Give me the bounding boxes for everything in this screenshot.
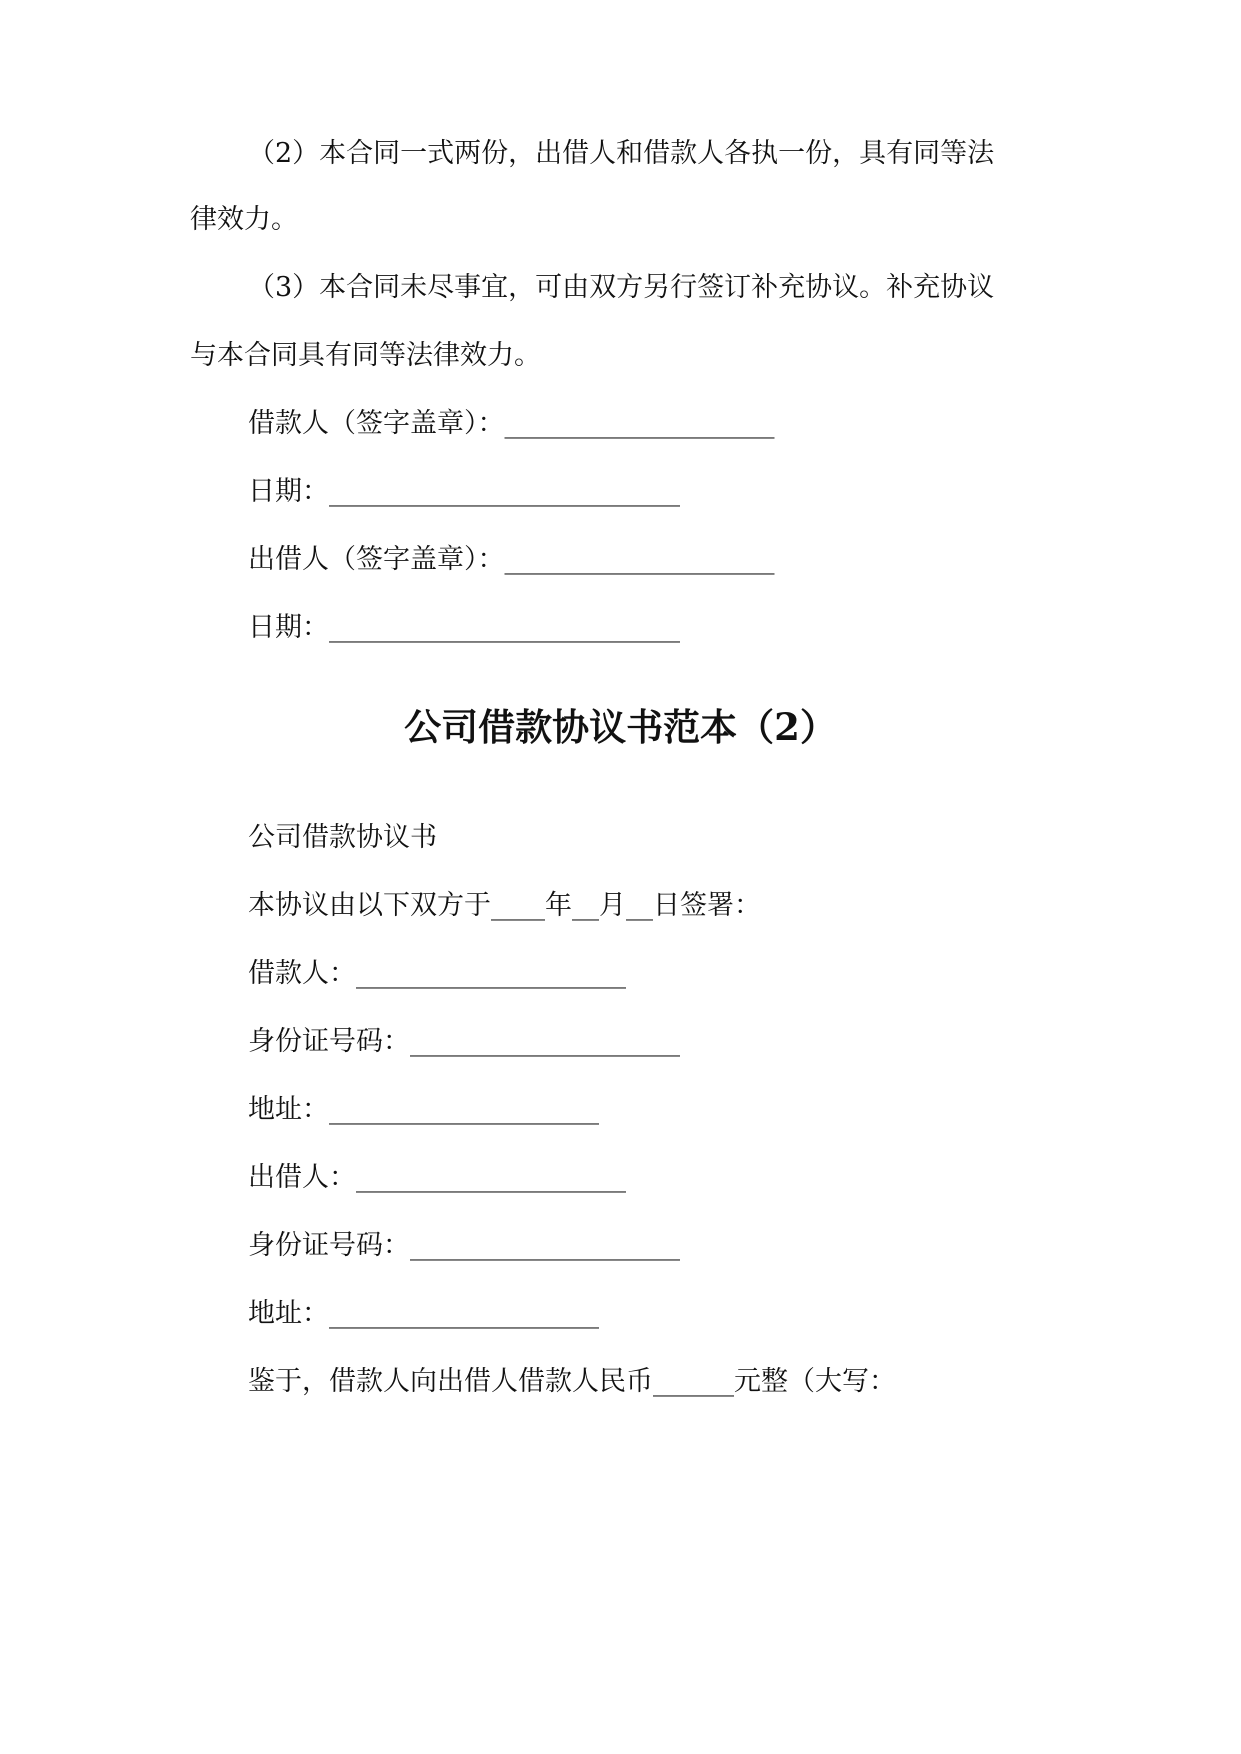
clause-3-line-2: 与本合同具有同等法律效力。 xyxy=(190,340,541,371)
borrower-date-line: 日期：__________________________ xyxy=(248,476,680,507)
borrower-field: 借款人：____________________ xyxy=(248,958,626,989)
lender-date-line: 日期：__________________________ xyxy=(248,612,680,643)
clause-2-line-2: 律效力。 xyxy=(190,204,298,235)
section-2-title: 公司借款协议书范本（2） xyxy=(404,705,837,749)
clause-2-line-1: （2）本合同一式两份，出借人和借款人各执一份，具有同等法 xyxy=(248,138,995,169)
lender-address-field: 地址：____________________ xyxy=(248,1298,599,1329)
clause-3-line-1: （3）本合同未尽事宜，可由双方另行签订补充协议。补充协议 xyxy=(248,272,995,303)
section-2-subtitle: 公司借款协议书 xyxy=(248,822,437,853)
whereas-clause: 鉴于，借款人向出借人借款人民币______元整（大写： xyxy=(248,1366,896,1397)
lender-field: 出借人：____________________ xyxy=(248,1162,626,1193)
lender-id-field: 身份证号码：____________________ xyxy=(248,1230,680,1261)
borrower-id-field: 身份证号码：____________________ xyxy=(248,1026,680,1057)
borrower-signature-line: 借款人（签字盖章）：____________________ xyxy=(248,408,775,439)
borrower-address-field: 地址：____________________ xyxy=(248,1094,599,1125)
lender-signature-line: 出借人（签字盖章）：____________________ xyxy=(248,544,775,575)
agreement-date-line: 本协议由以下双方于____年__月__日签署： xyxy=(248,890,761,921)
